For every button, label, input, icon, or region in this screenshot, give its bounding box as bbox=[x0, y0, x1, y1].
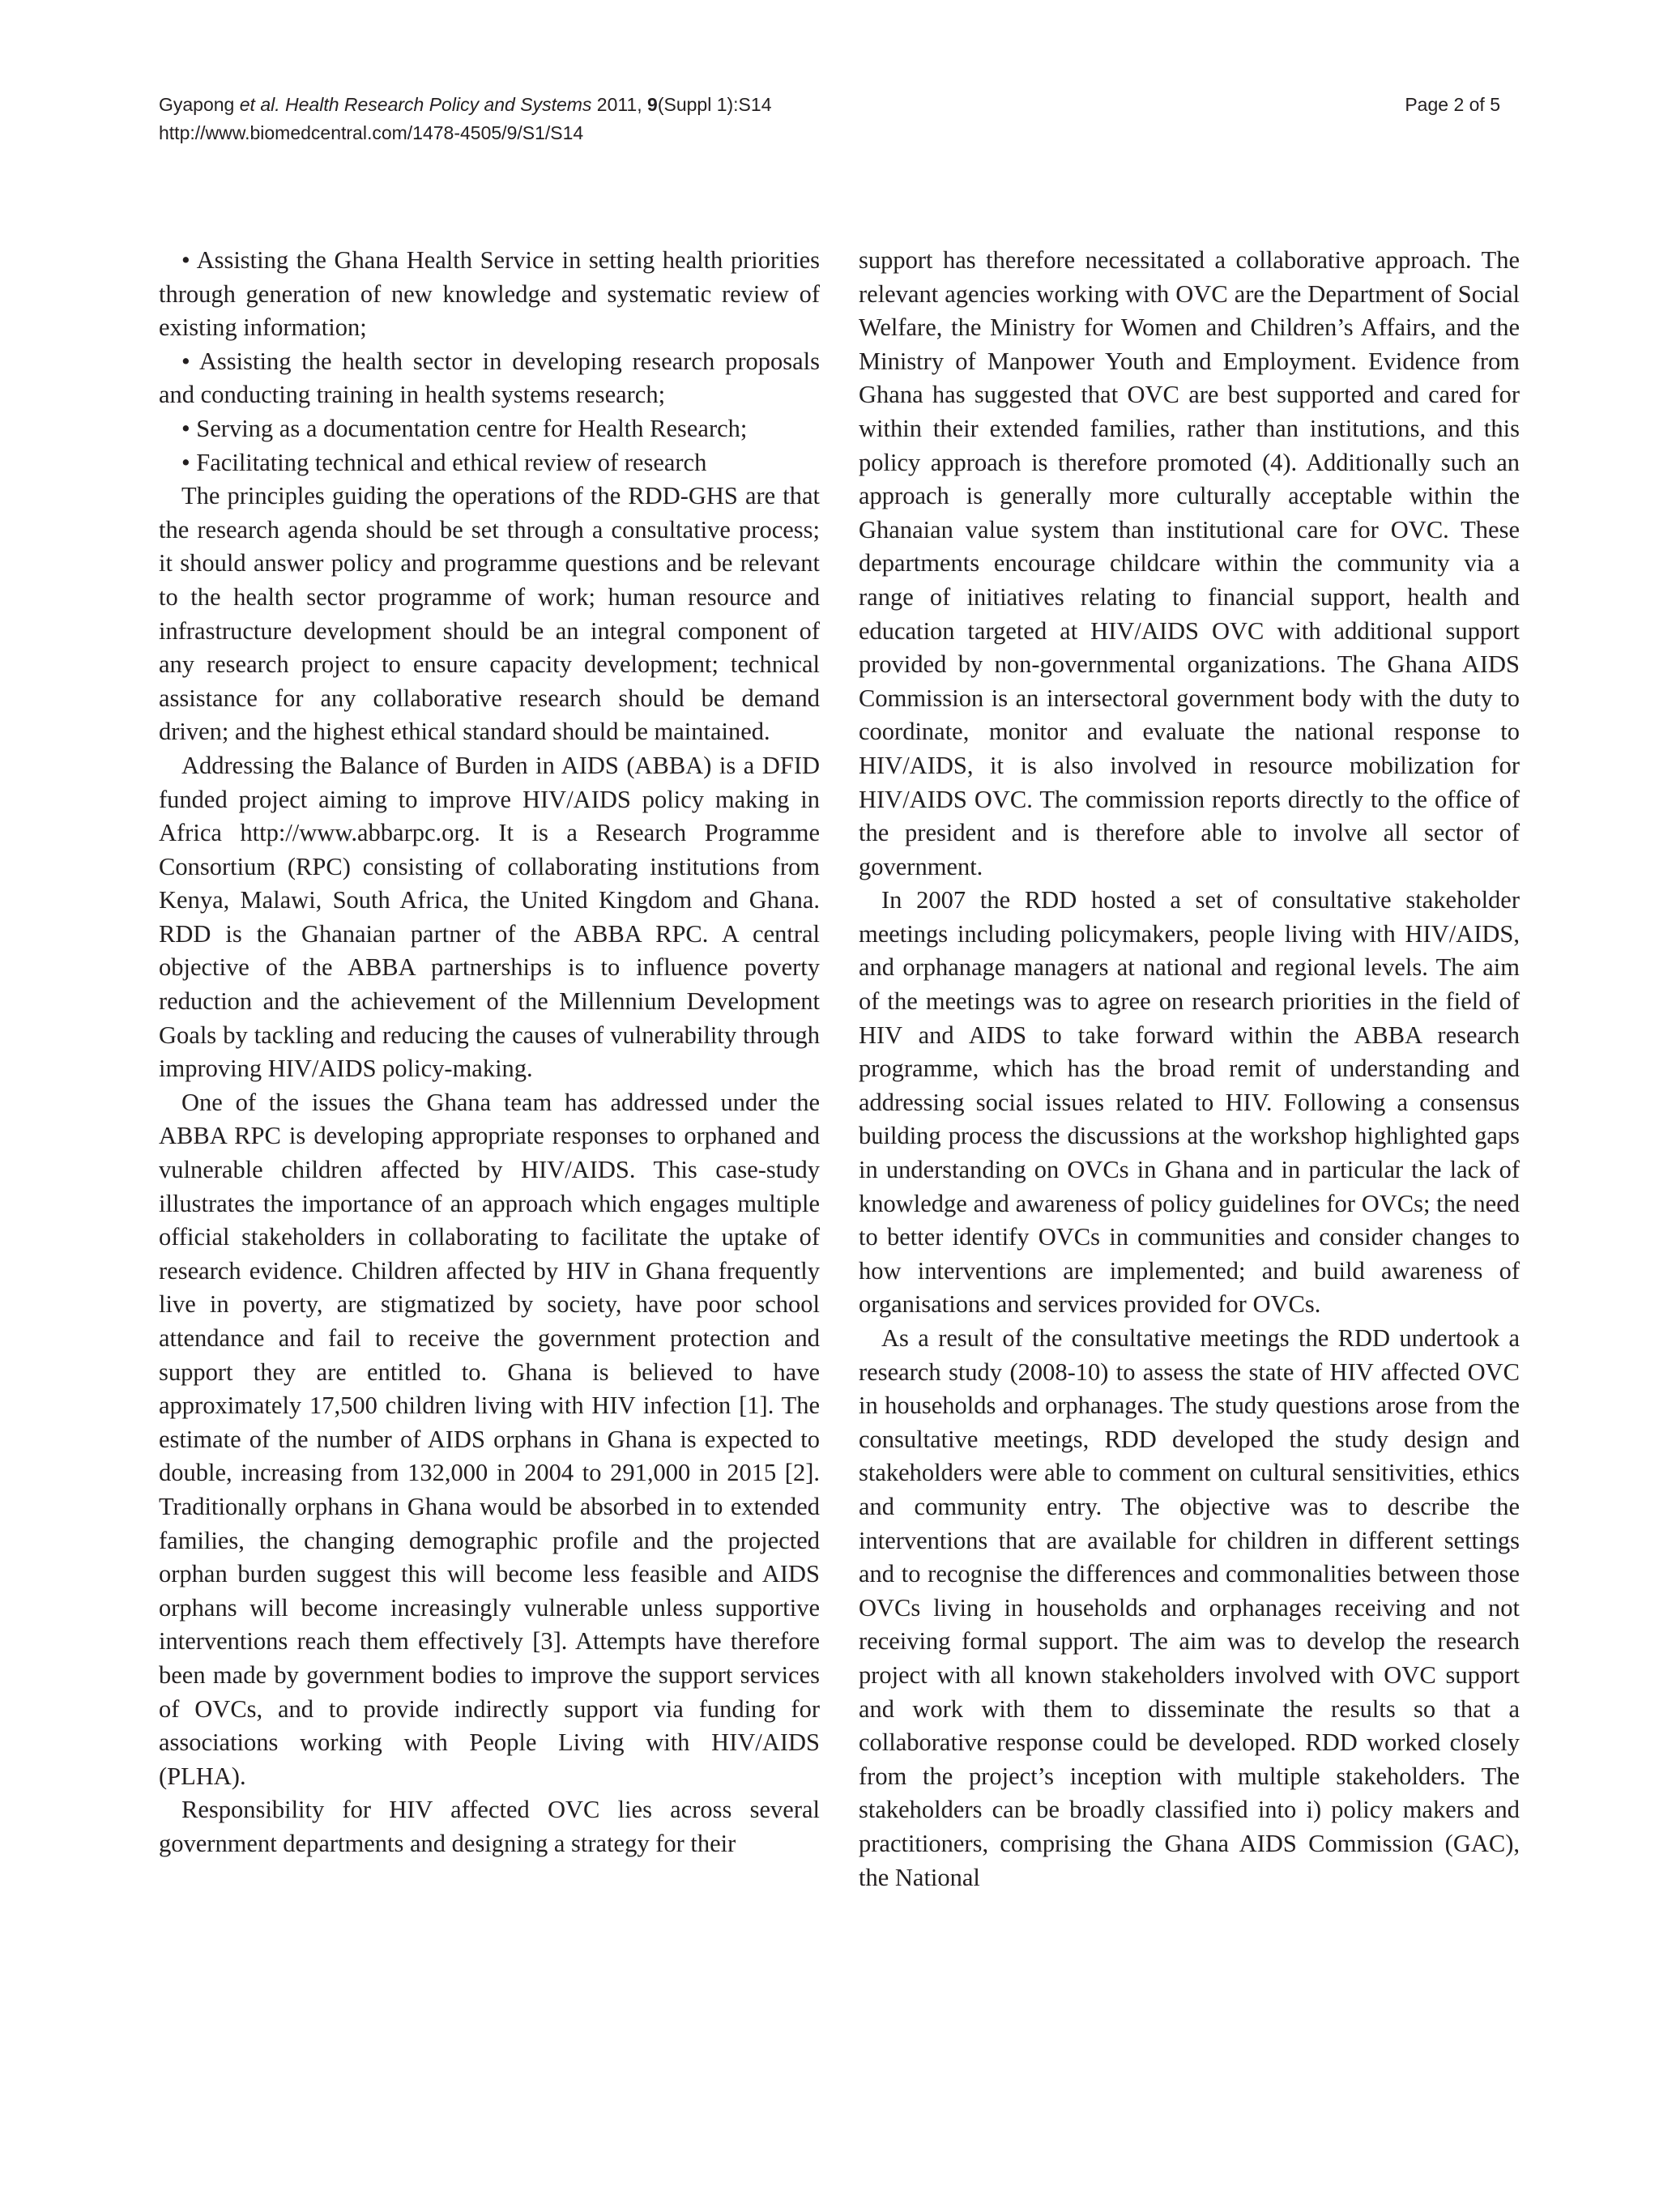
body-paragraph: Responsibility for HIV affected OVC lies across several government departments and designing a strategy for their bbox=[159, 1796, 820, 1857]
article-url[interactable]: http://www.biomedcentral.com/1478-4505/9/S1/S14 bbox=[159, 122, 584, 143]
page-number: Page 2 of 5 bbox=[1405, 94, 1500, 115]
body-paragraph: The principles guiding the operations of the RDD-GHS are that the research agenda should be set through a consultative process; it should answer policy and programme questions and be relevant to the health sector programme of work; human resource and infrastructure development should be an integral component of any research project to ensure capacity development; technical assistance for any collaborative research should be demand driven; and the highest ethical standard should be maintained. bbox=[159, 482, 820, 746]
header-issue: (Suppl 1):S14 bbox=[657, 94, 772, 115]
running-header bbox=[159, 91, 1212, 147]
left-column bbox=[159, 244, 820, 1861]
citation-line bbox=[159, 91, 1212, 119]
body-paragraph: One of the issues the Ghana team has addressed under the ABBA RPC is developing appropriate responses to orphaned and vulnerable children affected by HIV/AIDS. This case-study illustrates the importance of an approach which engages multiple official stakeholders in collaborating to facilitate the uptake of research evidence. Children affected by HIV in Ghana frequently live in poverty, are stigmatized by society, have poor school attendance and fail to receive the government protection and support they are entitled to. Ghana is believed to have approximately 17,500 children living with HIV infection [1]. The estimate of the number of AIDS orphans in Ghana is expected to double, increasing from 132,000 in 2004 to 291,000 in 2015 [2]. Traditionally orphans in Ghana would be absorbed in to extended families, the changing demographic profile and the projected orphan burden suggest this will become less feasible and AIDS orphans will become increasingly vulnerable unless supportive interventions reach them effectively [3]. Attempts have therefore been made by government bodies to improve the support services of OVCs, and to provide indirectly support via funding for associations working with People Living with HIV/AIDS (PLHA). bbox=[159, 1088, 820, 1790]
header-journal: Health Research Policy and Systems bbox=[285, 94, 592, 115]
header-et-al: et al. bbox=[239, 94, 280, 115]
bullet-item: • Facilitating technical and ethical review of research bbox=[181, 448, 707, 476]
right-column bbox=[859, 244, 1520, 1894]
body-paragraph: Addressing the Balance of Burden in AIDS (ABBA) is a DFID funded project aiming to improve HIV/AIDS policy making in Africa http://www.abbarpc.org. It is a Research Programme Consortium (RPC) consisting of collaborating institutions from Kenya, Malawi, South Africa, the United Kingdom and Ghana. RDD is the Ghanaian partner of the ABBA RPC. A central objective of the ABBA partnerships is to influence poverty reduction and the achievement of the Millennium Development Goals by tackling and reducing the causes of vulnerability through improving HIV/AIDS policy-making. bbox=[159, 751, 820, 1083]
body-paragraph: support has therefore necessitated a collaborative approach. The relevant agencies working with OVC are the Department of Social Welfare, the Ministry for Women and Children’s Affairs, and the Ministry of Manpower Youth and Employment. Evidence from Ghana has suggested that OVC are best supported and cared for within their extended families, rather than institutions, and this policy approach is therefore promoted (4). Additionally such an approach is generally more culturally acceptable within the Ghanaian value system than institutional care for OVC. These departments encourage childcare within the community via a range of initiatives relating to financial support, health and education targeted at HIV/AIDS OVC with additional support provided by non-governmental organizations. The Ghana AIDS Commission is an intersectoral government body with the duty to coordinate, monitor and evaluate the national response to HIV/AIDS, it is also involved in resource mobilization for HIV/AIDS OVC. The commission reports directly to the office of the president and is therefore able to involve all sector of government. bbox=[859, 246, 1520, 880]
body-paragraph: As a result of the consultative meetings the RDD undertook a research study (2008-10) to assess the state of HIV affected OVC in households and orphanages. The study questions arose from the consultative meetings, RDD developed the study design and stakeholders were able to comment on cultural sensitivities, ethics and community entry. The objective was to describe the interventions that are available for children in different settings and to recognise the differences and commonalities between those OVCs living in households and orphanages receiving and not receiving formal support. The aim was to develop the research project with all known stakeholders involved with OVC support and work with them to disseminate the results so that a collaborative response could be developed. RDD worked closely from the project’s inception with multiple stakeholders. The stakeholders can be broadly classified into i) policy makers and practitioners, comprising the Ghana AIDS Commission (GAC), the National bbox=[859, 1324, 1520, 1891]
bullet-item: • Assisting the health sector in developing research proposals and conducting training in health systems research; bbox=[159, 347, 820, 409]
header-year: 2011, bbox=[596, 94, 642, 115]
body-paragraph: In 2007 the RDD hosted a set of consultative stakeholder meetings including policymakers, people living with HIV/AIDS, and orphanage managers at national and regional levels. The aim of the meetings was to agree on research priorities in the field of HIV and AIDS to take forward within the ABBA research programme, which has the broad remit of understanding and addressing social issues related to HIV. Following a consensus building process the discussions at the workshop highlighted gaps in understanding on OVCs in Ghana and in particular the lack of knowledge and awareness of policy guidelines for OVCs; the need to better identify OVCs in communities and consider changes to how interventions are implemented; and build awareness of organisations and services provided for OVCs. bbox=[859, 886, 1520, 1319]
header-authors: Gyapong bbox=[159, 94, 235, 115]
header-volume: 9 bbox=[647, 94, 658, 115]
bullet-item: • Serving as a documentation centre for Health Research; bbox=[181, 414, 748, 442]
bullet-item: • Assisting the Ghana Health Service in setting health priorities through generation of new knowledge and systematic review of existing information; bbox=[159, 246, 820, 342]
